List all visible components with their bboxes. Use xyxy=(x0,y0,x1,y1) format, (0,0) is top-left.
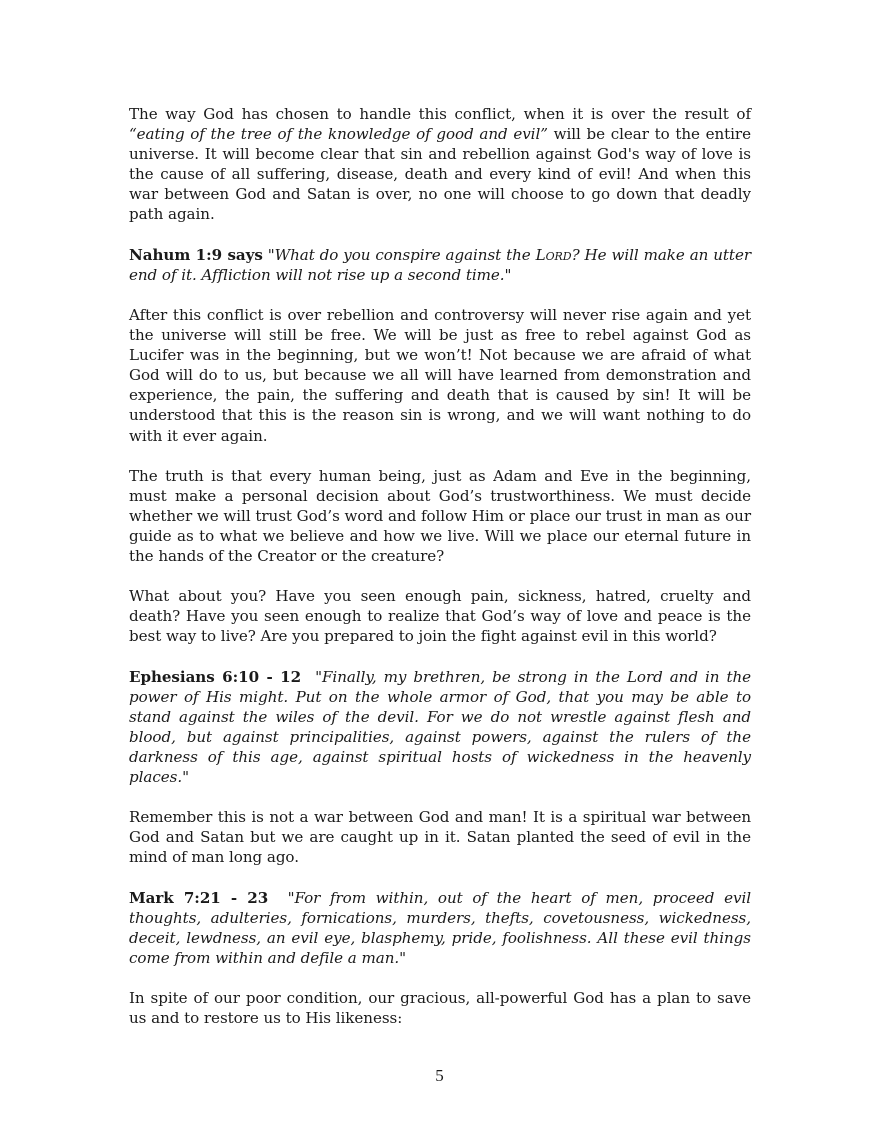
inline-quote: “eating of the tree of the knowledge of good and evil” xyxy=(129,125,548,144)
paragraph-text: The way God has chosen to handle this conflict, when it is over the result of xyxy=(129,105,751,123)
paragraph-spiritual-war: Remember this is not a war between God and man! It is a spiritual war between God and Satan but we are caught up in it. Satan planted the seed of evil in the mind of man long ago. xyxy=(129,808,751,867)
page-number: 5 xyxy=(435,1066,444,1085)
scripture-nahum xyxy=(129,245,751,285)
paragraph-personal-decision: The truth is that every human being, just as Adam and Eve in the beginning, must make a personal decision about God’s trustworthiness. We must decide whether we will trust God’s word and follow Him or place our trust in man as our guide as to what we believe and how we live. Will we place our eternal future in the hands of the Creator or the creature? xyxy=(129,466,751,566)
paragraph-freedom: After this conflict is over rebellion and controversy will never rise again and yet the universe will still be free. We will be just as free to rebel against God as Lucifer was in the beginning, but we won’t! Not because we are afraid of what God will do to us, but because we all will have learned from demonstration and experience, the pain, the suffering and death that is caused by sin! It will be understood that this is the reason sin is wrong, and we will want nothing to do with it ever again. xyxy=(129,305,751,445)
scripture-reference: Mark 7:21 - 23 xyxy=(129,888,269,907)
paragraph-what-about-you: What about you? Have you seen enough pain, sickness, hatred, cruelty and death? Have you seen enough to realize that God’s way of love and peace is the best way to live? Are you prepared to join the fight against evil in this world? xyxy=(129,587,751,646)
scripture-reference: Nahum 1:9 says xyxy=(129,245,263,264)
paragraph-text: will be clear to the entire universe. It will become clear that sin and rebellion against God's way of love is the cause of all suffering, disease, death and every kind of evil! And when this war between God and Satan is over, no one will choose to go down that deadly path again. xyxy=(129,125,751,224)
paragraph-plan-to-save: In spite of our poor condition, our gracious, all-powerful God has a plan to save us and to restore us to His likeness: xyxy=(129,989,751,1028)
document-body xyxy=(129,104,751,1048)
scripture-quote: "Finally, my brethren, be strong in the Lord and in the power of His might. Put on the whole armor of God, that you may be able to stand against the wiles of the devil. For we do not wrestle against flesh and blood, but against principalities, against powers, against the rulers of the darkness of this age, against spiritual hosts of wickedness in the heavenly places." xyxy=(129,667,752,787)
scripture-ephesians xyxy=(129,667,751,788)
lord-smallcaps: Lord xyxy=(535,245,572,264)
scripture-reference: Ephesians 6:10 - 12 xyxy=(129,667,302,686)
scripture-quote-part: ? He will make an utter end of it. Affliction will not rise up a second time." xyxy=(129,245,751,284)
scripture-quote: "For from within, out of the heart of men, proceed evil thoughts, adulteries, fornications, murders, thefts, covetousness, wickedness, deceit, lewdness, an evil eye, blasphemy, pride, foolishness. All these evil things come from within and defile a man." xyxy=(129,888,751,967)
scripture-mark xyxy=(129,888,751,968)
scripture-quote-part: "What do you conspire against the xyxy=(267,245,536,264)
paragraph-conflict-resolution xyxy=(129,104,751,225)
